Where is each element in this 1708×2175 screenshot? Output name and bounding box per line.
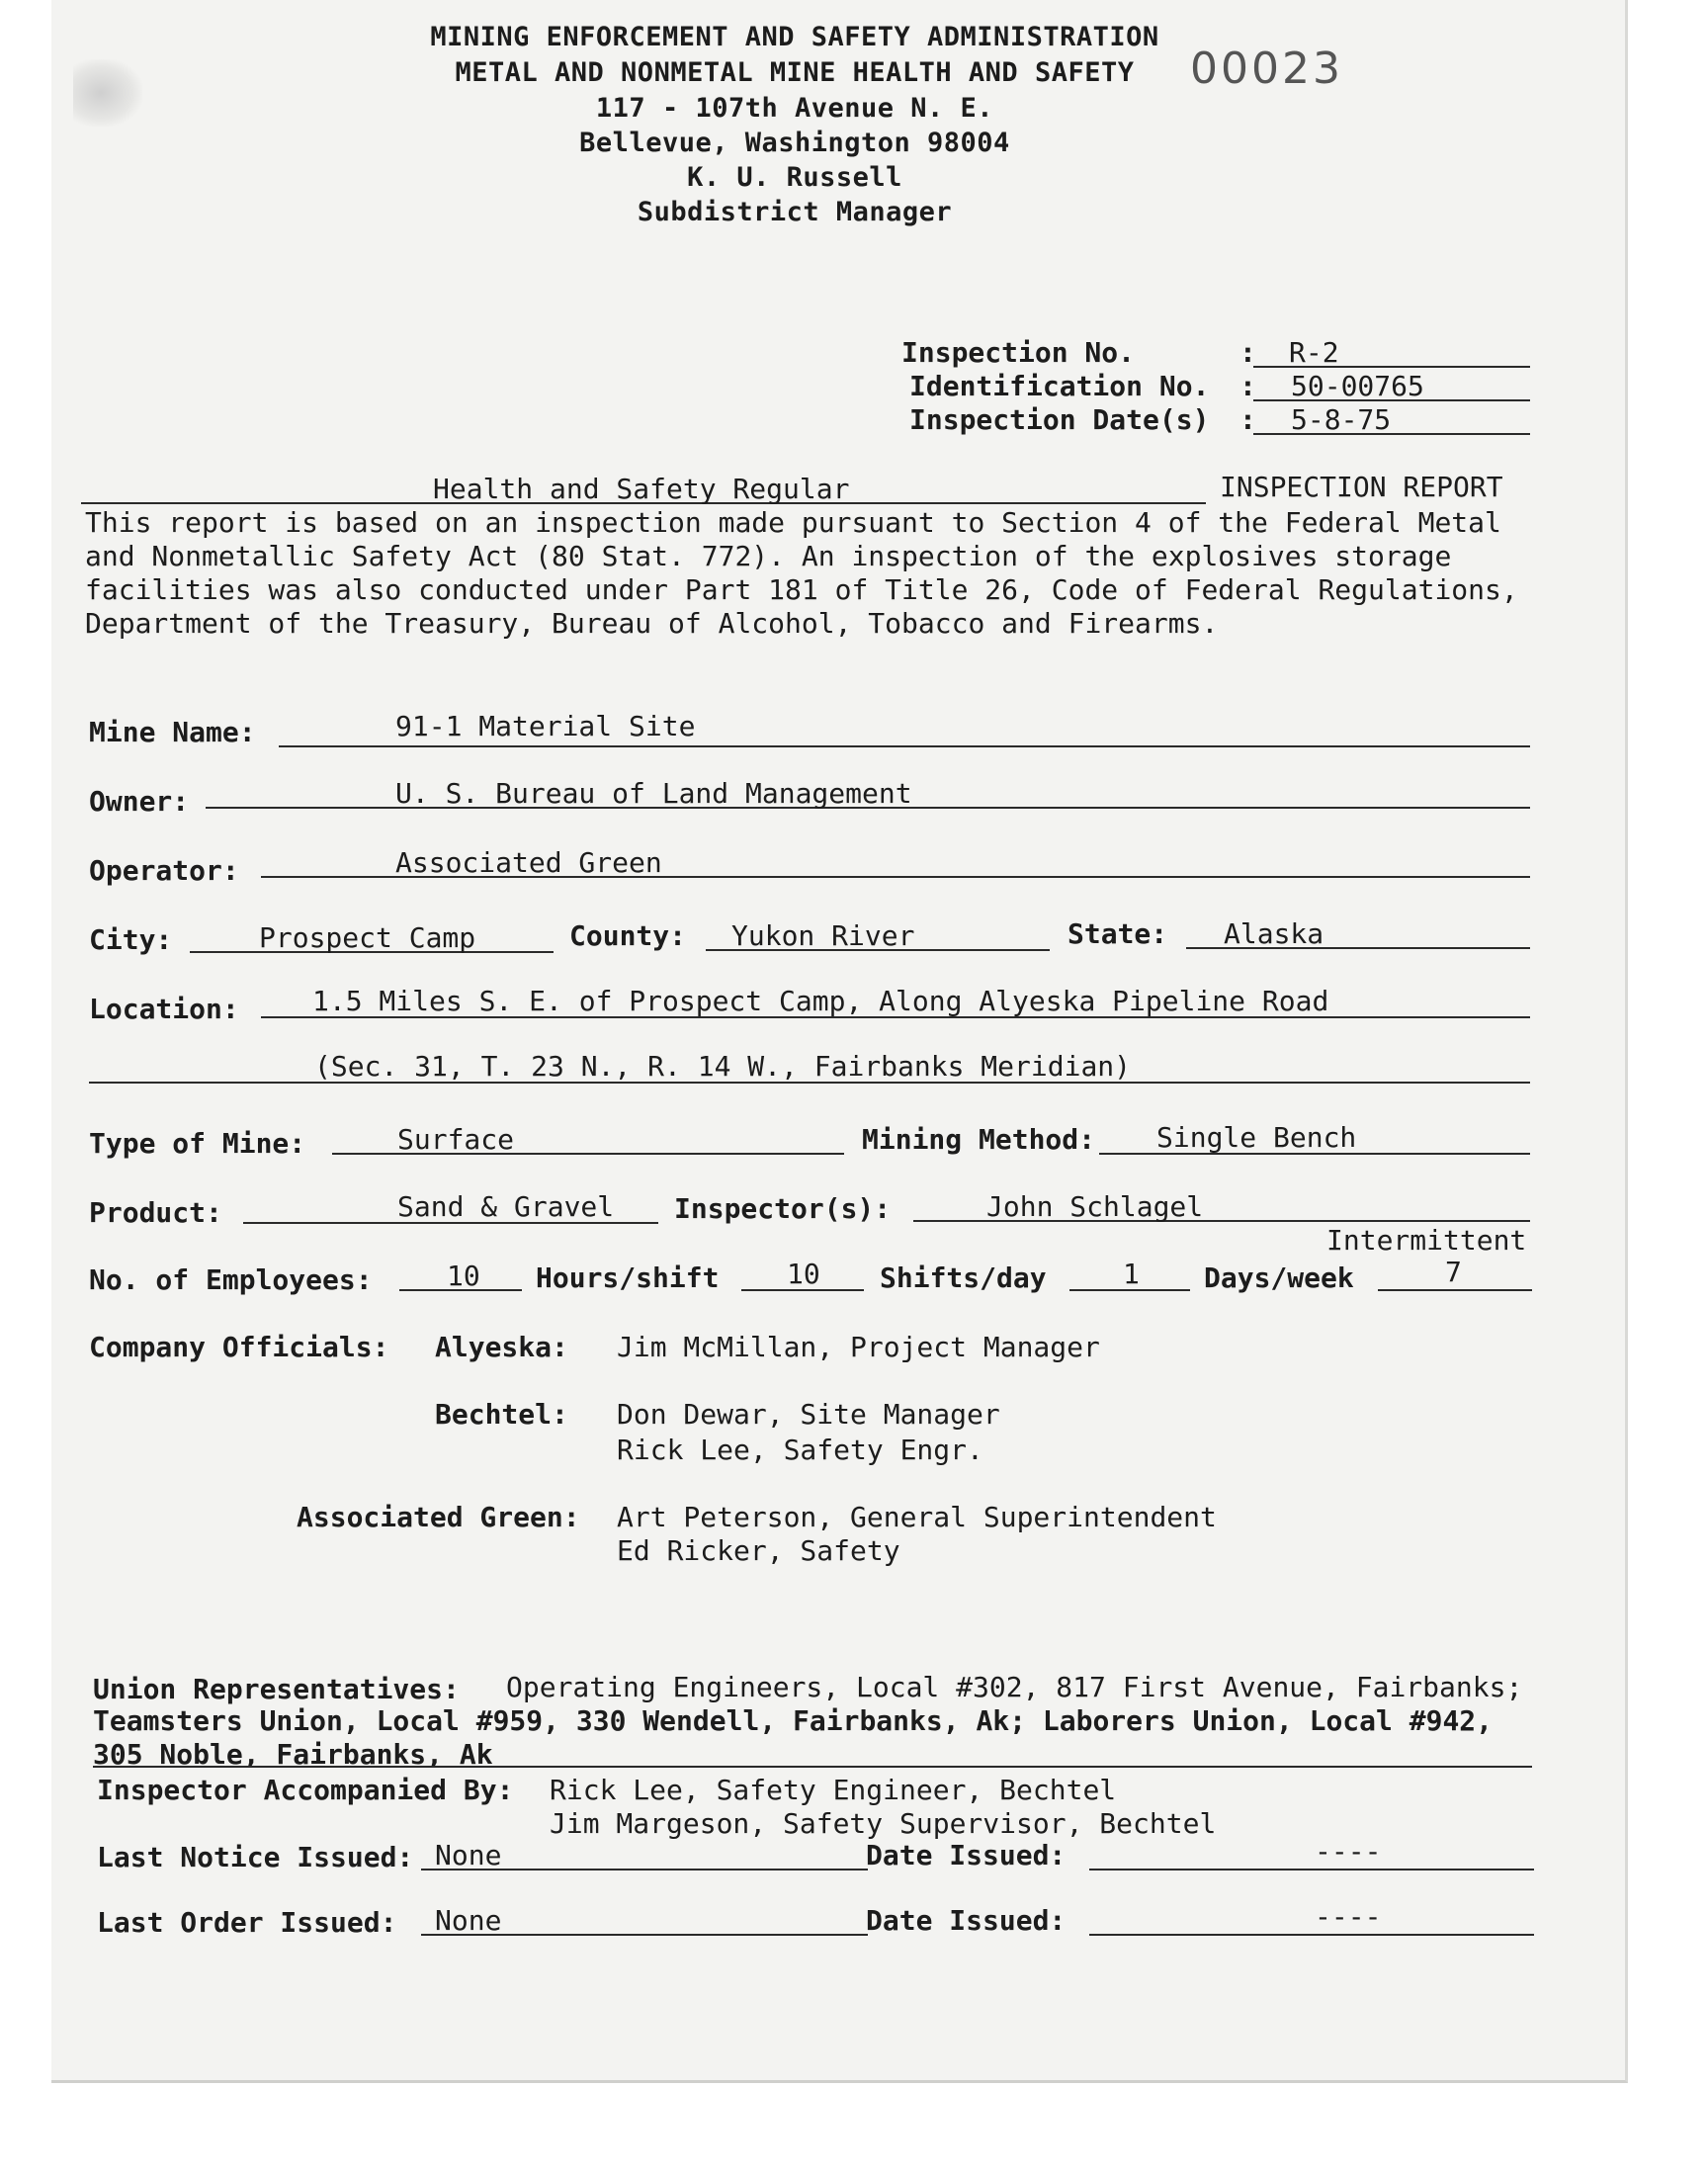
accompanied-by-label: Inspector Accompanied By: <box>97 1774 514 1806</box>
identification-no-colon: : <box>1239 370 1256 402</box>
last-notice-label: Last Notice Issued: <box>97 1841 414 1873</box>
official-person: Don Dewar, Site Manager <box>617 1398 1000 1431</box>
inspection-no-label: Inspection No. <box>901 336 1136 369</box>
hours-shift-label: Hours/shift <box>536 1262 720 1294</box>
intro-line-2: and Nonmetallic Safety Act (80 Stat. 772). An inspection of the explosives storage <box>85 540 1452 572</box>
location-label: Location: <box>89 993 239 1025</box>
inspection-date-label: Inspection Date(s) <box>909 403 1210 436</box>
last-notice-date-line <box>1089 1869 1534 1870</box>
agency-name: MINING ENFORCEMENT AND SAFETY ADMINISTRATION <box>430 22 1159 52</box>
last-order-value: None <box>435 1904 502 1937</box>
union-line-1: Operating Engineers, Local #302, 817 First Avenue, Fairbanks; <box>506 1671 1523 1703</box>
last-notice-value: None <box>435 1839 502 1871</box>
days-week-label: Days/week <box>1204 1262 1354 1294</box>
report-type: Health and Safety Regular <box>433 473 850 505</box>
address-street: 117 - 107th Avenue N. E. <box>595 93 994 124</box>
operator-value: Associated Green <box>395 846 662 879</box>
manager-title: Subdistrict Manager <box>637 197 953 227</box>
state-value: Alaska <box>1224 917 1324 950</box>
inspection-date-value: 5-8-75 <box>1291 403 1392 436</box>
city-label: City: <box>89 923 173 956</box>
days-week-line <box>1378 1289 1532 1291</box>
address-city: Bellevue, Washington 98004 <box>579 128 1010 158</box>
union-underline <box>93 1766 1532 1768</box>
product-value: Sand & Gravel <box>397 1190 615 1223</box>
page-smudge <box>73 59 142 127</box>
days-week-value: 7 <box>1445 1256 1462 1288</box>
inspection-no-colon: : <box>1239 336 1256 369</box>
page-number-stamp: 00023 <box>1190 44 1343 94</box>
last-order-date-value: ---- <box>1315 1900 1382 1933</box>
county-label: County: <box>569 919 687 952</box>
last-order-date-line <box>1089 1934 1534 1936</box>
owner-label: Owner: <box>89 785 190 818</box>
location-value-2: (Sec. 31, T. 23 N., R. 14 W., Fairbanks Meridian) <box>314 1050 1132 1083</box>
intro-line-4: Department of the Treasury, Bureau of Alcohol, Tobacco and Firearms. <box>85 607 1219 640</box>
union-line-2: Teamsters Union, Local #959, 330 Wendell, Fairbanks, Ak; Laborers Union, Local #942, <box>93 1704 1494 1737</box>
inspection-no-value: R-2 <box>1289 336 1339 369</box>
identification-no-label: Identification No. <box>909 370 1210 402</box>
mining-method-value: Single Bench <box>1156 1121 1357 1154</box>
inspector-label: Inspector(s): <box>674 1192 892 1225</box>
union-representatives-label: Union Representatives: <box>93 1673 460 1705</box>
product-label: Product: <box>89 1196 222 1229</box>
employees-value: 10 <box>447 1260 480 1292</box>
location-value-1: 1.5 Miles S. E. of Prospect Camp, Along Alyeska Pipeline Road <box>312 985 1329 1017</box>
company-officials-label: Company Officials: <box>89 1331 389 1363</box>
official-person: Art Peterson, General Superintendent <box>617 1501 1217 1533</box>
last-order-date-label: Date Issued: <box>866 1904 1067 1937</box>
city-value: Prospect Camp <box>259 921 476 954</box>
official-person: Ed Ricker, Safety <box>617 1534 900 1567</box>
last-notice-date-label: Date Issued: <box>866 1839 1067 1871</box>
official-company-alyeska: Alyeska: <box>435 1331 568 1363</box>
mine-name-line <box>279 745 1530 747</box>
mining-method-label: Mining Method: <box>862 1123 1096 1156</box>
report-title: INSPECTION REPORT <box>1220 471 1503 503</box>
inspection-date-colon: : <box>1239 403 1256 436</box>
last-order-label: Last Order Issued: <box>97 1906 397 1939</box>
accompanied-person: Rick Lee, Safety Engineer, Bechtel <box>550 1774 1117 1806</box>
owner-value: U. S. Bureau of Land Management <box>395 777 912 810</box>
shifts-day-value: 1 <box>1123 1258 1140 1290</box>
operator-label: Operator: <box>89 854 239 887</box>
mine-name-value: 91-1 Material Site <box>395 710 696 742</box>
last-notice-date-value: ---- <box>1315 1835 1382 1868</box>
shifts-day-label: Shifts/day <box>880 1262 1047 1294</box>
mine-name-label: Mine Name: <box>89 716 256 748</box>
manager-name: K. U. Russell <box>687 162 902 193</box>
mine-type-label: Type of Mine: <box>89 1127 306 1160</box>
accompanied-person: Jim Margeson, Safety Supervisor, Bechtel <box>550 1807 1217 1840</box>
official-person: Rick Lee, Safety Engr. <box>617 1434 983 1466</box>
intro-line-3: facilities was also conducted under Part 181 of Title 26, Code of Federal Regulations, <box>85 573 1518 606</box>
official-company-associated-green: Associated Green: <box>297 1501 580 1533</box>
employees-label: No. of Employees: <box>89 1263 373 1296</box>
division-name: METAL AND NONMETAL MINE HEALTH AND SAFETY <box>455 57 1135 88</box>
hours-shift-value: 10 <box>787 1258 820 1290</box>
inspector-value: John Schlagel <box>986 1190 1204 1223</box>
official-company-bechtel: Bechtel: <box>435 1398 568 1431</box>
county-value: Yukon River <box>731 919 915 952</box>
intro-line-1: This report is based on an inspection made pursuant to Section 4 of the Federal Metal <box>85 506 1501 539</box>
intermittent-note: Intermittent <box>1326 1224 1527 1257</box>
official-person: Jim McMillan, Project Manager <box>617 1331 1100 1363</box>
mine-type-value: Surface <box>397 1123 515 1156</box>
identification-no-value: 50-00765 <box>1291 370 1424 402</box>
union-line-3: 305 Noble, Fairbanks, Ak <box>93 1738 493 1771</box>
state-label: State: <box>1068 917 1168 950</box>
